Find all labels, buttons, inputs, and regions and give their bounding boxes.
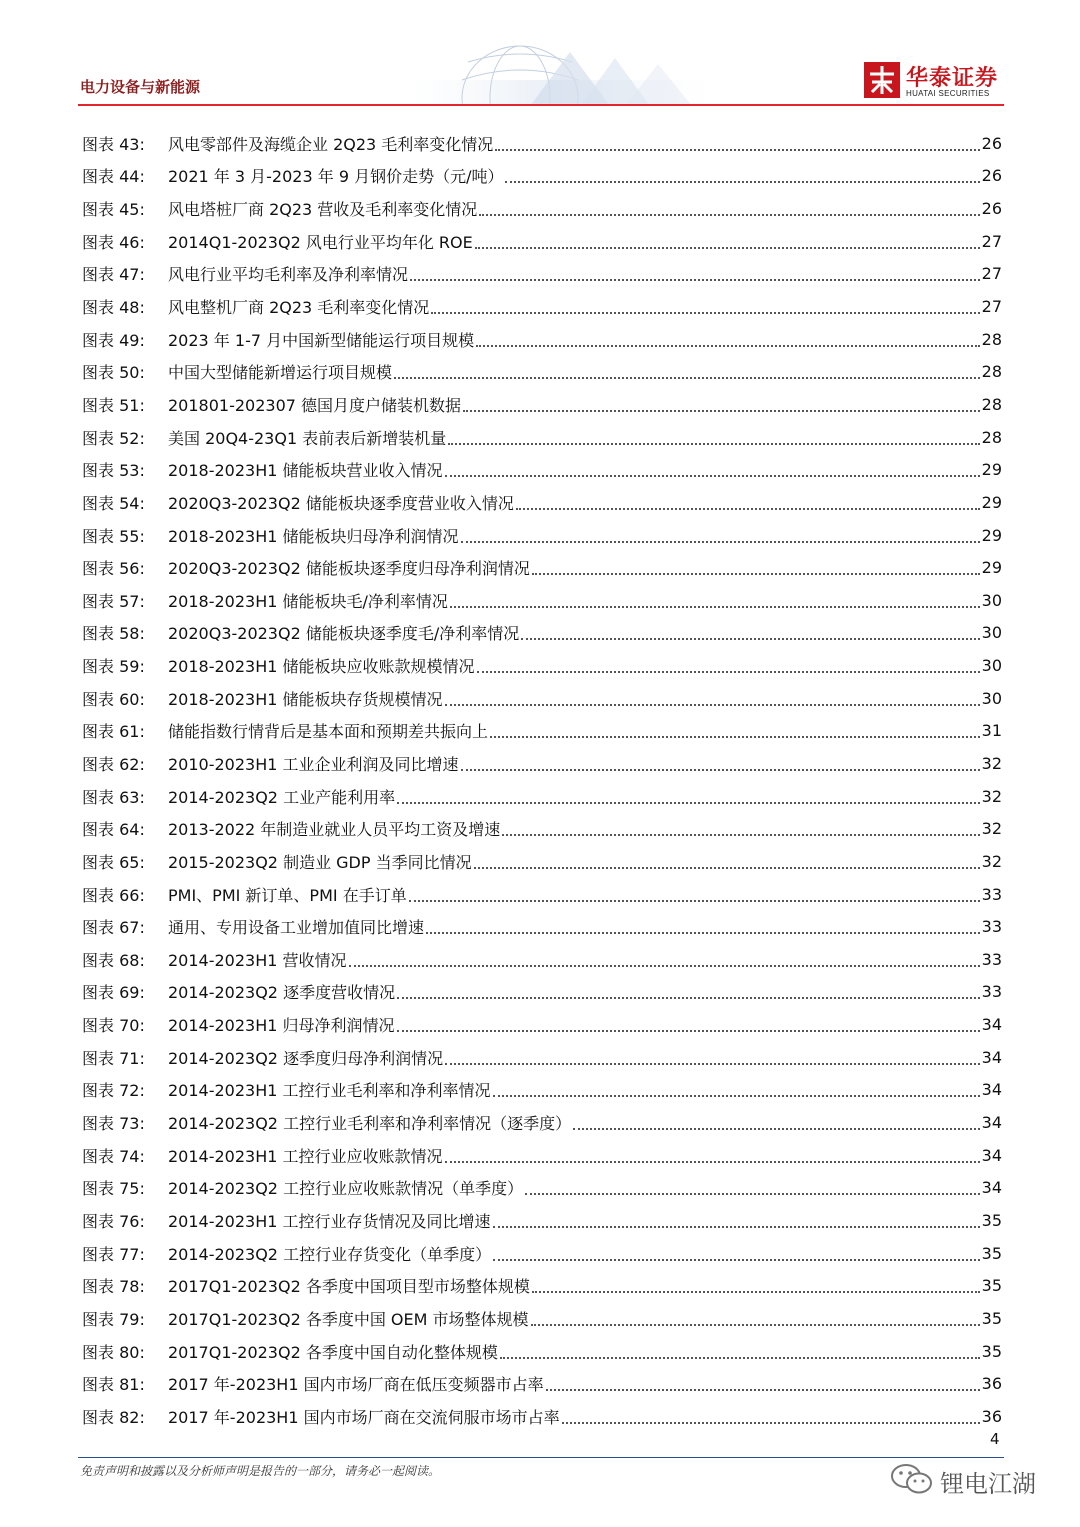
toc-entry[interactable] [82,649,1002,682]
toc-dot-leader [450,605,980,608]
toc-dot-leader [476,344,980,347]
toc-entry-page: 35 [981,1210,1002,1230]
toc-dot-leader [546,1388,980,1391]
toc-dot-leader [490,735,980,738]
toc-entry-page: 36 [981,1374,1002,1394]
toc-dot-leader [532,1290,980,1293]
toc-entry-label: 图表 58: [82,624,145,644]
toc-entry-title: 风电整机厂商 2Q23 毛利率变化情况 [168,298,430,318]
toc-dot-leader [532,572,980,575]
toc-entry-title: 2014-2023Q2 逐季度营收情况 [168,983,396,1003]
toc-entry-title: 2020Q3-2023Q2 储能板块逐季度毛/净利率情况 [168,624,520,644]
toc-entry[interactable] [82,388,1002,421]
toc-dot-leader [505,180,979,183]
toc-entry-label: 图表 53: [82,461,145,481]
toc-entry-label: 图表 73: [82,1114,145,1134]
toc-entry-page: 28 [981,362,1002,382]
toc-entry-title: 2017 年-2023H1 国内市场厂商在交流伺服市场市占率 [168,1407,560,1427]
toc-entry-label: 图表 59: [82,657,145,677]
toc-entry-page: 27 [981,231,1002,251]
toc-entry-page: 32 [981,819,1002,839]
toc-entry-page: 33 [981,917,1002,937]
toc-dot-leader [463,409,980,412]
toc-entry-page: 32 [981,753,1002,773]
toc-entry[interactable] [82,258,1002,291]
toc-entry-title: 2014-2023H1 工控行业应收账款情况 [168,1146,443,1166]
toc-entry-label: 图表 68: [82,950,145,970]
toc-entry[interactable] [82,715,1002,748]
toc-entry-title: 2018-2023H1 储能板块应收账款规模情况 [168,657,475,677]
toc-entry-page: 30 [981,656,1002,676]
toc-entry-label: 图表 54: [82,493,145,513]
toc-entry-page: 32 [981,786,1002,806]
toc-dot-leader [397,996,980,999]
toc-entry-title: 2010-2023H1 工业企业利润及同比增速 [168,754,459,774]
header-divider [78,104,1004,106]
toc-dot-leader [409,899,980,902]
toc-entry[interactable] [82,910,1002,943]
toc-entry[interactable] [82,780,1002,813]
toc-entry-label: 图表 46: [82,232,145,252]
toc-entry-page: 36 [981,1406,1002,1426]
toc-entry-label: 图表 65: [82,852,145,872]
toc-dot-leader [493,1225,980,1228]
toc-entry-page: 29 [981,558,1002,578]
toc-dot-leader [431,311,979,314]
toc-entry-title: 风电零部件及海缆企业 2Q23 毛利率变化情况 [168,134,494,154]
toc-entry-page: 35 [981,1308,1002,1328]
toc-entry-page: 31 [981,721,1002,741]
section-title: 电力设备与新能源 [80,78,201,96]
toc-entry[interactable] [82,1139,1002,1172]
toc-dot-leader [516,507,980,510]
toc-entry[interactable] [82,976,1002,1009]
toc-entry-title: 2014-2023H1 工控行业存货情况及同比增速 [168,1211,491,1231]
toc-entry-label: 图表 56: [82,559,145,579]
toc-entry-label: 图表 51: [82,395,145,415]
toc-entry[interactable] [82,192,1002,225]
toc-entry-page: 32 [981,851,1002,871]
toc-entry-title: 2017Q1-2023Q2 各季度中国自动化整体规模 [168,1342,498,1362]
toc-entry-title: 中国大型储能新增运行项目规模 [168,363,393,383]
toc-dot-leader [495,148,979,151]
toc-dot-leader [477,670,980,673]
globe-decoration [410,40,710,106]
toc-entry-page: 33 [981,982,1002,1002]
toc-entry-page: 34 [981,1178,1002,1198]
toc-entry[interactable] [82,225,1002,258]
toc-entry-page: 26 [981,199,1002,219]
toc-entry-page: 29 [981,460,1002,480]
toc-entry[interactable] [82,519,1002,552]
toc-entry-page: 27 [981,297,1002,317]
toc-entry-page: 30 [981,688,1002,708]
toc-entry[interactable] [82,1106,1002,1139]
toc-entry[interactable] [82,812,1002,845]
toc-entry-title: 2017Q1-2023Q2 各季度中国项目型市场整体规模 [168,1277,530,1297]
toc-entry[interactable] [82,943,1002,976]
toc-entry-page: 34 [981,1145,1002,1165]
toc-entry-title: 2017Q1-2023Q2 各季度中国 OEM 市场整体规模 [168,1309,529,1329]
toc-entry-title: 2020Q3-2023Q2 储能板块逐季度归母净利润情况 [168,559,530,579]
toc-entry-label: 图表 43: [82,134,145,154]
toc-entry[interactable] [82,1367,1002,1400]
toc-entry-title: 2021 年 3 月-2023 年 9 月钢价走势（元/吨） [168,167,504,187]
toc-entry-page: 28 [981,427,1002,447]
toc-entry-title: 2018-2023H1 储能板块存货规模情况 [168,689,443,709]
toc-entry-title: 通用、专用设备工业增加值同比增速 [168,918,425,938]
toc-entry-label: 图表 62: [82,754,145,774]
toc-entry-page: 29 [981,492,1002,512]
toc-entry[interactable] [82,1074,1002,1107]
toc-dot-leader [461,768,980,771]
toc-entry-title: 2018-2023H1 储能板块营业收入情况 [168,461,443,481]
toc-entry[interactable] [82,584,1002,617]
toc-dot-leader [521,637,979,640]
watermark-text: 锂电江湖 [940,1470,1036,1498]
toc-dot-leader [474,866,980,869]
toc-entry[interactable] [82,845,1002,878]
toc-entry[interactable] [82,617,1002,650]
toc-dot-leader [349,964,980,967]
toc-entry-title: 2015-2023Q2 制造业 GDP 当季同比情况 [168,852,472,872]
toc-entry[interactable] [82,355,1002,388]
toc-dot-leader [475,246,980,249]
toc-entry-label: 图表 80: [82,1342,145,1362]
toc-entry-label: 图表 63: [82,787,145,807]
toc-entry-title: 2014-2023H1 归母净利润情况 [168,1016,395,1036]
toc-entry[interactable] [82,878,1002,911]
toc-entry-label: 图表 75: [82,1179,145,1199]
toc-entry-page: 27 [981,264,1002,284]
toc-entry-label: 图表 70: [82,1016,145,1036]
toc-dot-leader [445,703,980,706]
toc-entry-page: 35 [981,1341,1002,1361]
page-number: 4 [990,1430,1000,1448]
toc-entry-page: 30 [981,590,1002,610]
toc-entry-title: 美国 20Q4-23Q1 表前表后新增装机量 [168,428,447,448]
toc-entry-label: 图表 78: [82,1277,145,1297]
toc-entry-label: 图表 74: [82,1146,145,1166]
toc-entry-label: 图表 44: [82,167,145,187]
table-of-figures [82,127,1002,1433]
toc-dot-leader [397,1029,980,1032]
toc-entry-label: 图表 48: [82,298,145,318]
toc-entry-label: 图表 60: [82,689,145,709]
toc-entry-title: 2014-2023H1 营收情况 [168,950,347,970]
toc-entry-label: 图表 61: [82,722,145,742]
toc-entry-title: 2014-2023Q2 工业产能利用率 [168,787,396,807]
toc-entry[interactable] [82,1302,1002,1335]
toc-dot-leader [445,1062,980,1065]
toc-entry-label: 图表 76: [82,1211,145,1231]
toc-entry-page: 34 [981,1080,1002,1100]
toc-entry[interactable] [82,1041,1002,1074]
toc-entry-title: PMI、PMI 新订单、PMI 在手订单 [168,885,407,905]
toc-entry-page: 35 [981,1276,1002,1296]
toc-dot-leader [562,1421,980,1424]
toc-entry[interactable] [82,682,1002,715]
toc-entry-page: 28 [981,329,1002,349]
toc-dot-leader [445,1160,980,1163]
toc-dot-leader [531,1323,980,1326]
toc-entry-label: 图表 50: [82,363,145,383]
toc-entry-label: 图表 66: [82,885,145,905]
toc-entry[interactable] [82,1335,1002,1368]
huatai-logo [864,62,1004,102]
toc-entry-title: 储能指数行情背后是基本面和预期差共振向上 [168,722,489,742]
toc-dot-leader [461,540,980,543]
toc-entry[interactable] [82,1269,1002,1302]
toc-entry-title: 201801-202307 德国月度户储装机数据 [168,395,462,415]
toc-entry[interactable] [82,1008,1002,1041]
toc-entry[interactable] [82,1204,1002,1237]
toc-entry[interactable] [82,323,1002,356]
toc-entry-title: 2014-2023Q2 逐季度归母净利润情况 [168,1048,444,1068]
toc-entry-title: 2023 年 1-7 月中国新型储能运行项目规模 [168,330,475,350]
toc-entry-page: 26 [981,133,1002,153]
toc-entry-page: 30 [981,623,1002,643]
toc-entry-label: 图表 67: [82,918,145,938]
huatai-logo-mark-icon [864,62,900,98]
toc-entry-title: 风电塔桩厂商 2Q23 营收及毛利率变化情况 [168,200,478,220]
toc-dot-leader [448,442,979,445]
toc-entry-label: 图表 79: [82,1309,145,1329]
toc-entry-label: 图表 71: [82,1048,145,1068]
toc-entry[interactable] [82,1400,1002,1433]
logo-text-cn: 华泰证券 [906,66,999,91]
toc-entry-label: 图表 47: [82,265,145,285]
page-header [0,0,1080,108]
toc-entry-label: 图表 57: [82,591,145,611]
toc-entry-title: 风电行业平均毛利率及净利率情况 [168,265,409,285]
toc-entry-label: 图表 69: [82,983,145,1003]
toc-dot-leader [573,1127,980,1130]
toc-entry-title: 2014-2023Q2 工控行业存货变化（单季度） [168,1244,492,1264]
toc-dot-leader [493,1094,980,1097]
toc-entry-page: 33 [981,884,1002,904]
toc-dot-leader [445,474,980,477]
toc-entry-page: 33 [981,949,1002,969]
toc-entry-title: 2014-2023H1 工控行业毛利率和净利率情况 [168,1081,491,1101]
toc-entry[interactable] [82,1172,1002,1205]
toc-entry-page: 29 [981,525,1002,545]
toc-dot-leader [500,1356,980,1359]
toc-entry[interactable] [82,160,1002,193]
toc-entry-page: 28 [981,394,1002,414]
toc-entry-title: 2014-2023Q2 工控行业毛利率和净利率情况（逐季度） [168,1114,572,1134]
toc-entry-label: 图表 64: [82,820,145,840]
toc-entry-page: 26 [981,166,1002,186]
toc-dot-leader [426,931,980,934]
toc-entry-page: 34 [981,1047,1002,1067]
toc-entry[interactable] [82,747,1002,780]
toc-entry-title: 2013-2022 年制造业就业人员平均工资及增速 [168,820,501,840]
toc-entry-page: 34 [981,1015,1002,1035]
toc-entry[interactable] [82,290,1002,323]
footer-divider [78,1457,1004,1458]
toc-dot-leader [493,1258,980,1261]
toc-entry-label: 图表 82: [82,1407,145,1427]
footer-disclaimer: 免责声明和披露以及分析师声明是报告的一部分，请务必一起阅读。 [80,1464,441,1478]
toc-entry[interactable] [82,127,1002,160]
toc-entry-page: 34 [981,1113,1002,1133]
toc-entry-title: 2018-2023H1 储能板块归母净利润情况 [168,526,459,546]
toc-entry[interactable] [82,486,1002,519]
toc-entry[interactable] [82,1237,1002,1270]
toc-entry-label: 图表 49: [82,330,145,350]
toc-dot-leader [479,213,979,216]
toc-entry-title: 2018-2023H1 储能板块毛/净利率情况 [168,591,448,611]
toc-entry-label: 图表 72: [82,1081,145,1101]
toc-entry-label: 图表 45: [82,200,145,220]
toc-entry-title: 2020Q3-2023Q2 储能板块逐季度营业收入情况 [168,493,514,513]
toc-entry-title: 2014-2023Q2 工控行业应收账款情况（单季度） [168,1179,524,1199]
toc-entry-title: 2014Q1-2023Q2 风电行业平均年化 ROE [168,232,473,252]
toc-entry-label: 图表 81: [82,1375,145,1395]
wechat-icon [890,1462,934,1496]
toc-entry[interactable] [82,421,1002,454]
toc-dot-leader [502,833,979,836]
toc-dot-leader [397,801,980,804]
toc-dot-leader [394,376,980,379]
toc-entry-label: 图表 55: [82,526,145,546]
toc-entry[interactable] [82,453,1002,486]
toc-entry-page: 35 [981,1243,1002,1263]
toc-dot-leader [410,278,980,281]
toc-entry-label: 图表 77: [82,1244,145,1264]
toc-entry[interactable] [82,551,1002,584]
logo-text-en: HUATAI SECURITIES [906,89,990,98]
toc-entry-title: 2017 年-2023H1 国内市场厂商在低压变频器市占率 [168,1375,544,1395]
toc-entry-label: 图表 52: [82,428,145,448]
toc-dot-leader [525,1192,980,1195]
